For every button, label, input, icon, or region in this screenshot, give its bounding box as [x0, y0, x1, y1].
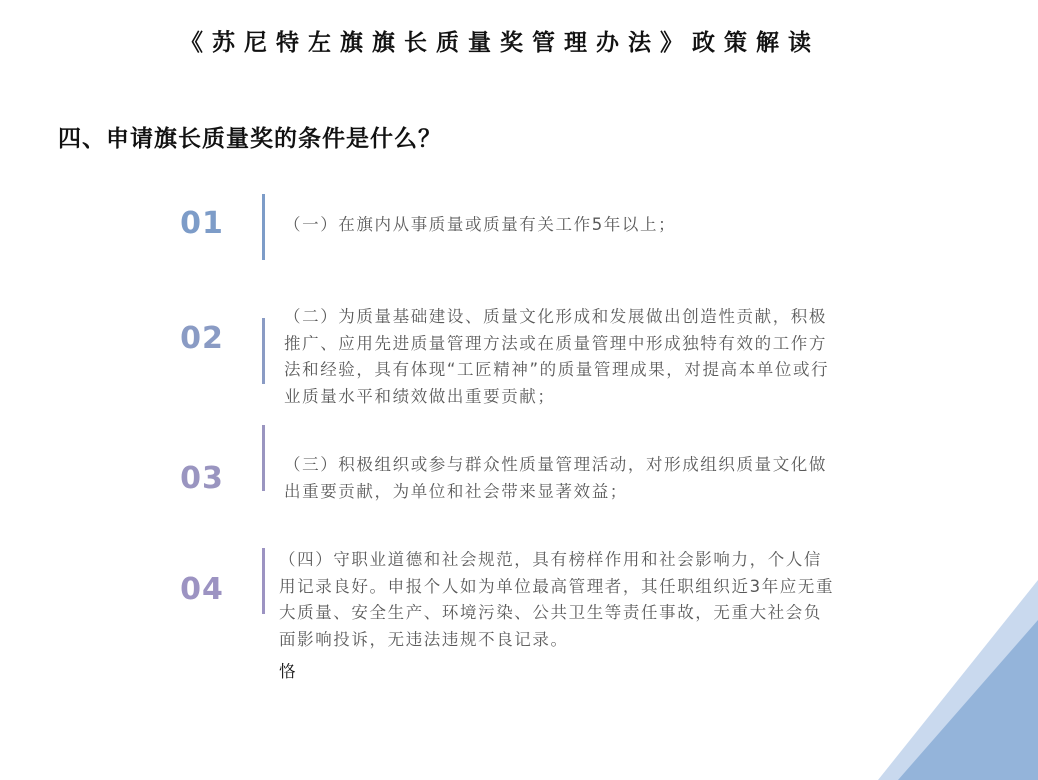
corner-triangle-dark — [898, 620, 1038, 780]
item-divider-04 — [262, 548, 265, 614]
item-text-01: （一）在旗内从事质量或质量有关工作5年以上； — [284, 215, 677, 234]
item-divider-03 — [262, 425, 265, 491]
item-text-02: （二）为质量基础建设、质量文化形成和发展做出创造性贡献，积极推广、应用先进质量管理方法或在质量管理中形成独特有效的工作方法和经验，具有体现“工匠精神”的质量管理成果，对提高本单位或行业质量水平和绩效做出重要贡献； — [284, 307, 830, 406]
item-divider-02 — [262, 318, 265, 384]
section-heading: 四、申请旗长质量奖的条件是什么？ — [58, 126, 442, 152]
item-text-03: （三）积极组织或参与群众性质量管理活动，对形成组织质量文化做出重要贡献，为单位和社会带来显著效益； — [284, 455, 827, 501]
stray-character: 恪 — [279, 662, 296, 681]
document-title: 《苏尼特左旗旗长质量奖管理办法》政策解读 — [180, 30, 820, 56]
item-number-01: 01 — [180, 206, 224, 241]
item-number-04: 04 — [180, 572, 224, 607]
item-divider-01 — [262, 194, 265, 260]
corner-decoration — [878, 580, 1038, 780]
item-text-04: （四）守职业道德和社会规范，具有榜样作用和社会影响力，个人信用记录良好。申报个人如为单位最高管理者，其任职组织近3年应无重大质量、安全生产、环境污染、公共卫生等责任事故，无重大社会负面影响投诉，无违法违规不良记录。 — [279, 550, 835, 649]
item-number-03: 03 — [180, 461, 224, 496]
item-number-02: 02 — [180, 321, 224, 356]
